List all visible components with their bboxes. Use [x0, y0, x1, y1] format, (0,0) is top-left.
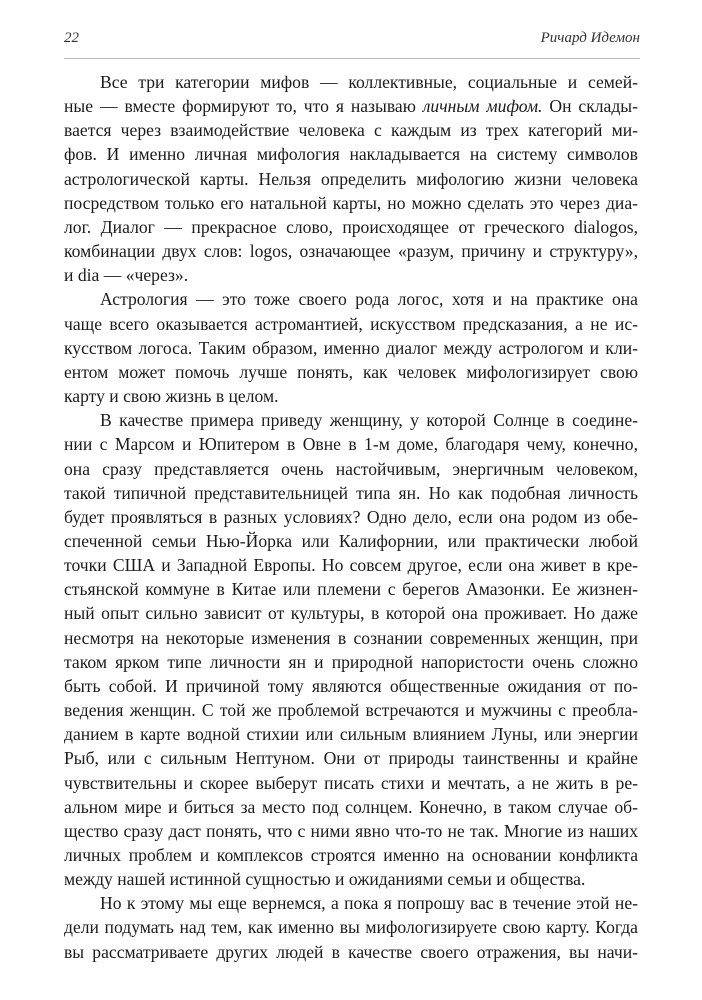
text-line: вы рассматриваете других людей в качестве своего отражения, вы начи-: [64, 941, 638, 962]
text-line: она сразу представляется очень настойчивым, энергичным человеком,: [64, 458, 638, 479]
page-number: 22: [64, 30, 79, 46]
text-line: ные — вместе формируют то, что я называю личным мифом. Он склады-: [64, 96, 638, 117]
text-line: карту и свою жизнь в целом.: [64, 386, 279, 407]
text-line: чувствительны и скорее выберут писать стихи и мечтать, а не жить в ре-: [64, 772, 638, 793]
text-line: точки США и Западной Европы. Но совсем другое, если она живет в кре-: [64, 555, 638, 576]
text-line: будет проявляться в разных условиях? Одно дело, если она родом из обе-: [64, 506, 638, 527]
paragraph: [64, 70, 638, 287]
text-line: кусством логоса. Таким образом, именно диалог между астрологом и кли-: [64, 337, 638, 358]
paragraph: [64, 408, 638, 891]
text-line: таком ярком типе личности ян и природной напористости очень сложно: [64, 651, 638, 672]
paragraph: [64, 891, 638, 963]
text-line: между нашей истинной сущностью и ожиданиями семьи и общества.: [64, 869, 586, 890]
text-line: Астрология — это тоже своего рода логос, хотя и на практике она: [100, 289, 638, 310]
text-line: такой типичной представительницей типа ян. Но как подобная личность: [64, 482, 638, 503]
text-line: астрологической карты. Нельзя определить мифологию жизни человека: [64, 168, 638, 189]
text-line: Все три категории мифов — коллективные, социальные и семей-: [100, 72, 638, 92]
text-line: фов. И именно личная мифология накладывается на систему символов: [64, 144, 638, 165]
text-line: несмотря на некоторые изменения в сознании современных женщин, при: [64, 627, 638, 648]
text-line: В качестве примера приведу женщину, у которой Солнце в соедине-: [100, 410, 638, 431]
text-line: вается через взаимодействие человека с каждым из трех категорий ми-: [64, 120, 638, 141]
text-line: спеченной семьи Нью-Йорка или Калифорнии, или практически любой: [64, 530, 638, 551]
text-line: посредством только его натальной карты, но можно сделать это через диа-: [64, 192, 638, 213]
text-line: стьянской коммуне в Китае или племени с берегов Амазонки. Ее жизнен-: [64, 579, 638, 600]
text-line: комбинации двух слов: logos, означающее «разум, причину и структуру»,: [64, 241, 638, 262]
text-line: ный опыт сильно зависит от культуры, в которой она проживает. Но даже: [64, 603, 638, 624]
text-line: личных проблем и комплексов строятся именно на основании конфликта: [64, 845, 638, 865]
text-line: чаще всего оказывается астромантией, искусством предсказания, а не ис-: [64, 313, 638, 334]
text-line: ентом может помочь лучше понять, как человек мифологизирует свою: [64, 361, 638, 382]
text-line: и dia — «через».: [64, 265, 189, 286]
header-rule: [64, 58, 640, 59]
text-line: Рыб, или с сильным Нептуном. Они от природы таинственны и крайне: [64, 748, 638, 769]
text-line: лог. Диалог — прекрасное слово, происходящее от греческого dialogos,: [64, 216, 638, 237]
running-head-author: Ричард Идемон: [540, 30, 640, 46]
text-line: данием в карте водной стихии или сильным влиянием Луны, или энергии: [64, 724, 638, 745]
emphasis: личным мифом.: [422, 96, 543, 117]
running-head: [64, 30, 640, 54]
text-line: быть собой. И причиной тому являются общественные ожидания от по-: [64, 675, 638, 696]
paragraph: [64, 287, 638, 408]
text-line: щество сразу даст понять, что с ними явно что-то не так. Многие из наших: [64, 820, 638, 841]
text-line: альном мире и биться за место под солнцем. Конечно, в таком случае об-: [64, 796, 638, 817]
text-line: дели подумать над тем, как именно вы мифологизируете свою карту. Когда: [64, 917, 638, 938]
text-line: ведения женщин. С той же проблемой встречаются и мужчины с преобла-: [64, 700, 638, 721]
text-line: Но к этому мы еще вернемся, а пока я попрошу вас в течение этой не-: [100, 893, 638, 914]
text-line: нии с Марсом и Юпитером в Овне в 1-м доме, благодаря чему, конечно,: [64, 434, 638, 455]
body-text: [64, 70, 638, 964]
